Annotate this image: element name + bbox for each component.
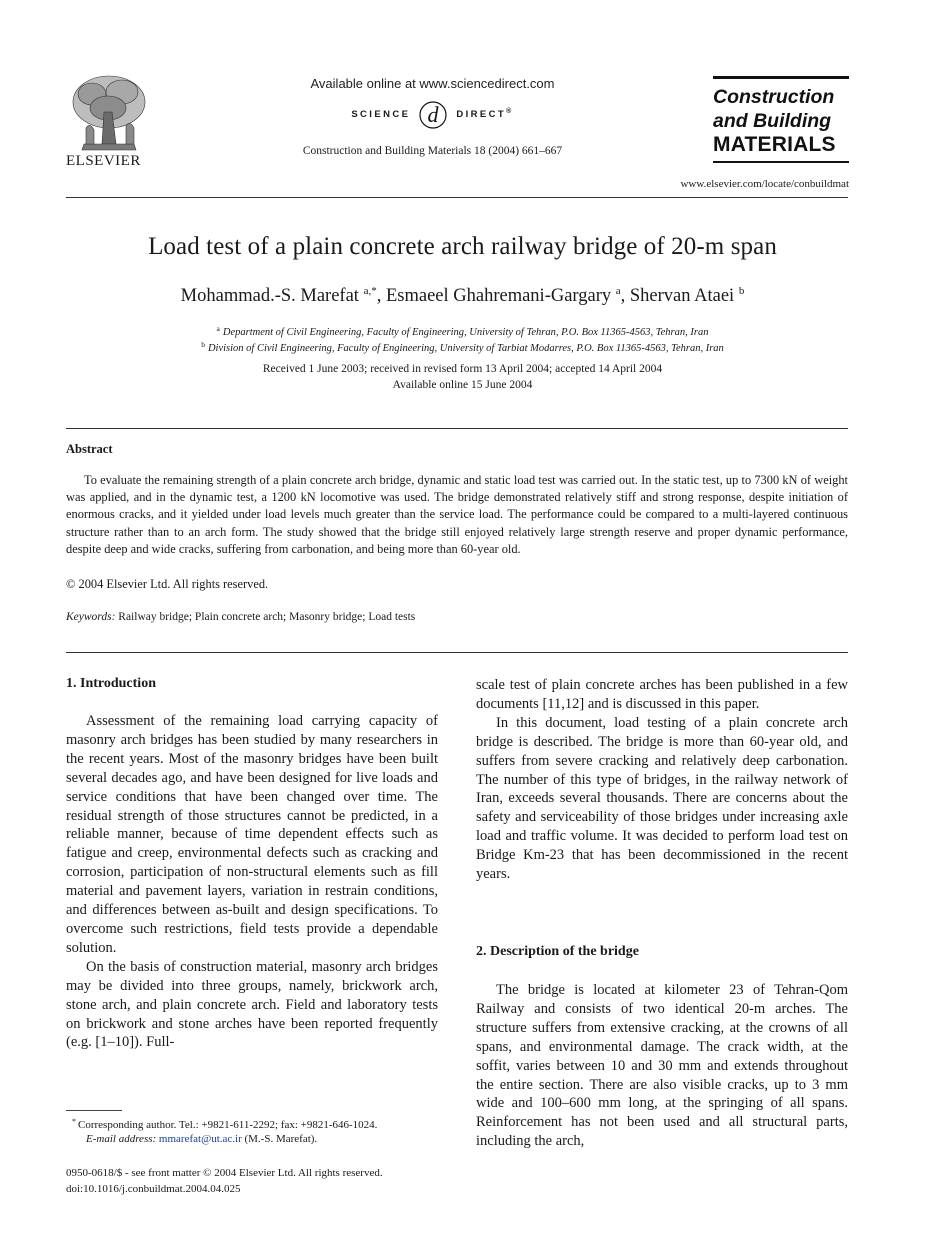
- left-column: [66, 712, 438, 1052]
- author-name: Mohammad.-S. Marefat: [180, 286, 359, 306]
- doi-line: doi:10.1016/j.conbuildmat.2004.04.025: [66, 1183, 241, 1195]
- keywords-list: Railway bridge; Plain concrete arch; Masonry bridge; Load tests: [118, 611, 416, 623]
- paragraph: The bridge is located at kilometer 23 of Tehran-Qom Railway and consists of two identical 20-m arches. The structure suffers from extensive cracking, at the crowns of all spans, and environmental damage. The crack width, at the soffit, varies between 10 and 30 mm and extends throughout the entire section. There are also visible cracks, up to 3 mm wide and 100–600 mm long, at the springing of all spans. Reinforcement has not been used and all structural parts, including the arch,: [476, 982, 848, 1150]
- issn-line: 0950-0618/$ - see front matter © 2004 Elsevier Ltd. All rights reserved.: [66, 1167, 383, 1179]
- keywords-label: Keywords:: [66, 611, 116, 623]
- abstract-bottom-rule: [66, 652, 848, 653]
- paragraph: scale test of plain concrete arches has been published in a few documents [11,12] and is discussed in this paper.: [476, 677, 848, 712]
- available-online-notice: Available online at www.sciencedirect.com: [310, 76, 555, 91]
- section-heading-description: 2. Description of the bridge: [476, 944, 639, 959]
- sd-registered-mark: ®: [506, 108, 514, 115]
- brand-top-rule: [713, 76, 849, 79]
- email-suffix: (M.-S. Marefat).: [244, 1133, 318, 1145]
- header-rule: [66, 197, 848, 198]
- abstract-copyright: © 2004 Elsevier Ltd. All rights reserved.: [66, 577, 269, 591]
- email-note: [86, 1133, 317, 1145]
- author-email-link[interactable]: mmarefat@ut.ac.ir: [158, 1133, 242, 1145]
- footnote-marker: *: [72, 1117, 76, 1126]
- sd-left-word: SCIENCE: [351, 108, 411, 120]
- corresponding-author-note: [72, 1117, 377, 1131]
- sciencedirect-header: [260, 76, 605, 157]
- sd-right-text: DIRECT: [456, 109, 507, 120]
- received-dates: Received 1 June 2003; received in revised form 13 April 2004; accepted 14 April 2004: [262, 363, 663, 375]
- journal-url: www.elsevier.com/locate/conbuildmat: [680, 178, 849, 190]
- author-affil-marker: a,*: [363, 285, 377, 297]
- sd-right-word: [456, 108, 513, 120]
- affiliation-label: a: [216, 324, 220, 333]
- abstract-heading: Abstract: [66, 442, 113, 456]
- author-name: Esmaeel Ghahremani-Gargary: [385, 286, 612, 306]
- brand-bottom-rule: [713, 161, 849, 163]
- brand-line-1: Construction: [713, 86, 835, 108]
- brand-line-3: MATERIALS: [713, 133, 836, 156]
- abstract-top-rule: [66, 428, 848, 429]
- article-title: Load test of a plain concrete arch railway bridge of 20-m span: [148, 233, 777, 260]
- paragraph: On the basis of construction material, masonry arch bridges may be divided into three groups, namely, brickwork arch, stone arch, and plain concrete arch. Field and laboratory tests on brickwork and stone arches have been reported frequently (e.g. [1–10]). Full-: [66, 958, 438, 1051]
- journal-reference: Construction and Building Materials 18 (2004) 661–667: [302, 145, 563, 157]
- journal-brand: [713, 76, 849, 169]
- affiliation: [0, 340, 925, 354]
- author-affil-marker: b: [738, 285, 745, 297]
- footnote-text: Corresponding author. Tel.: +9821-611-2292; fax: +9821-646-1024.: [78, 1119, 378, 1131]
- author-list: Mohammad.-S. Marefat $^{a,*}$, Esmaeel Ghahremani-Gargary $^a$, Shervan Ataei $^b$: [180, 285, 745, 306]
- affiliation-label: b: [201, 340, 205, 349]
- affiliation-text: Department of Civil Engineering, Faculty of Engineering, University of Tehran, P.O. Box 11365-4563, Tehran, Iran: [222, 327, 709, 338]
- brand-line-2: and Building: [713, 110, 832, 132]
- right-column-top: [476, 676, 848, 884]
- paragraph: Assessment of the remaining load carrying capacity of masonry arch bridges has been studied by many researchers in the recent years. Most of the masonry bridges have been built several decades ago, and have been designed for live loads and service conditions that have been changed over time. The residual strength of those structures cannot be predicted, in a reliable manner, because of time dependent effects such as fatigue and creep, environmental defects such as cracking and corrosion, participation of non-structural elements such as fill material and pavement layers, variation in restrain conditions, and differences between as-built and design specifications. To overcome such restrictions, field tests provide a dependable solution.: [66, 713, 438, 956]
- affiliation: [0, 324, 925, 338]
- author-affil-marker: a: [615, 285, 621, 297]
- available-online-date: Available online 15 June 2004: [392, 379, 533, 391]
- right-column-bottom: [476, 981, 848, 1151]
- keywords: [66, 611, 415, 623]
- affiliation-text: Division of Civil Engineering, Faculty of Engineering, University of Tarbiat Modarres, P.O. Box 11365-4563, Tehran, Iran: [207, 343, 724, 354]
- footnote-rule: [66, 1110, 122, 1111]
- email-label: E-mail address:: [86, 1133, 157, 1145]
- sciencedirect-d-icon: [416, 97, 450, 131]
- sd-mark-letter: d: [427, 102, 439, 127]
- publisher-name: ELSEVIER: [66, 153, 141, 169]
- sciencedirect-logo: [260, 97, 605, 131]
- author-name: Shervan Ataei: [629, 286, 735, 306]
- section-heading-introduction: 1. Introduction: [66, 676, 156, 691]
- abstract-body: To evaluate the remaining strength of a plain concrete arch bridge, dynamic and static load test was carried out. In the static test, up to 7300 kN of weight was applied, and in the dynamic test, a 1200 kN locomotive was used. The bridge demonstrated relatively stiff and strong response, despite initiation of enormous cracks, and it yielded under load levels much greater than the service load. The performance could be compared to a multi-layered continuous structure rather than to an arch form. The study showed that the bridge still enjoyed relatively large strength reserve and proper dynamic performance, despite deep and wide cracks, suffering from carbonation, and being more than 60-year old.: [66, 473, 848, 556]
- paragraph: In this document, load testing of a plain concrete arch bridge is described. The bridge is more than 60-year old, and suffers from severe cracking and relatively deep carbonation. The number of this type of bridges, in the railway network of Iran, exceeds several thousands. There are concerns about the safety and serviceability of those bridges under increasing axle load and traffic volume. It was decided to perform load test on Bridge Km-23 that has been decommissioned in the recent years.: [476, 714, 848, 883]
